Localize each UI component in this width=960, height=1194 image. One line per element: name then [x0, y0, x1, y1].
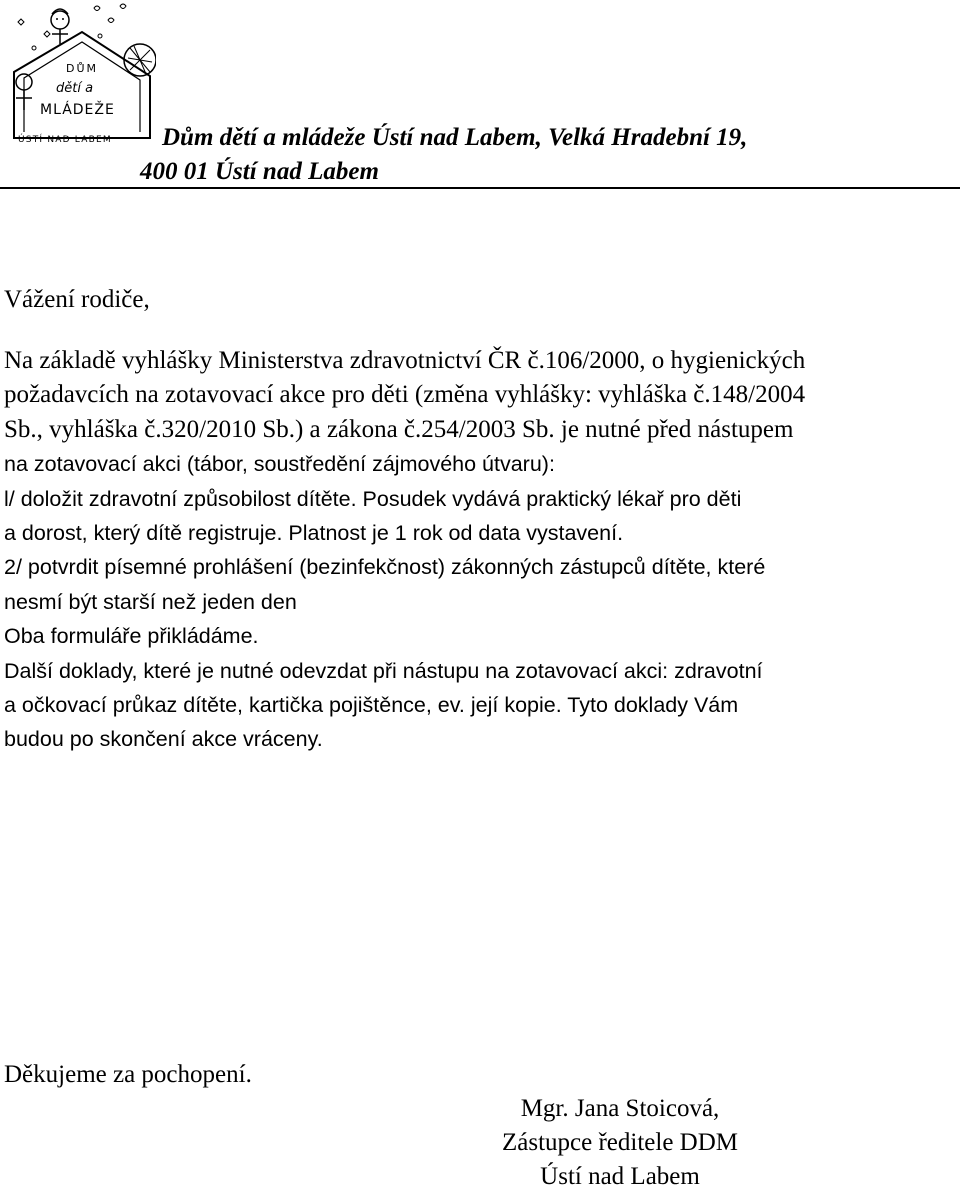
- header-title: [140, 121, 747, 189]
- signature-block: [460, 1092, 780, 1194]
- body-line: l/ doložit zdravotní způsobilost dítěte. Posudek vydává praktický lékař pro děti: [4, 486, 742, 511]
- body-line: požadavcích na zotavovací akce pro děti (změna vyhlášky: vyhláška č.148/2004: [4, 381, 806, 409]
- header-divider: [0, 187, 960, 189]
- body-line: a očkovací průkaz dítěte, kartička pojištěnce, ev. její kopie. Tyto doklady Vám: [4, 693, 739, 718]
- body-line: na zotavovací akci (tábor, soustředění zájmového útvaru):: [4, 452, 555, 477]
- salutation: Vážení rodiče,: [4, 286, 150, 313]
- ddm-logo: [4, 0, 156, 150]
- body-line: Na základě vyhlášky Ministerstva zdravotnictví ČR č.106/2000, o hygienických: [4, 347, 806, 374]
- body-line: nesmí být starší než jeden den: [4, 589, 297, 614]
- logo-text-line4: ÚSTÍ NAD LABEM: [18, 135, 112, 145]
- logo-text-line2: dětí a: [56, 81, 94, 96]
- body-line: 2/ potvrdit písemné prohlášení (bezinfekčnost) zákonných zástupců dítěte, které: [4, 555, 766, 580]
- signature-name: Mgr. Jana Stoicová,: [520, 1095, 720, 1122]
- header-title-line1: Dům dětí a mládeže Ústí nad Labem, Velká Hradební 19,: [162, 124, 748, 151]
- logo-text-line3: MLÁDEŽE: [40, 102, 115, 118]
- closing-line: Děkujeme za pochopení.: [4, 1061, 252, 1088]
- letter-body: [4, 344, 960, 757]
- body-line: Oba formuláře přikládáme.: [4, 624, 259, 649]
- body-line: budou po skončení akce vráceny.: [4, 727, 323, 752]
- body-line: a dorost, který dítě registruje. Platnost je 1 rok od data vystavení.: [4, 521, 624, 546]
- logo-text-line1: DŮM: [66, 62, 99, 75]
- signature-place: Ústí nad Labem: [540, 1163, 700, 1190]
- header-title-line2: 400 01 Ústí nad Labem: [140, 158, 379, 185]
- signature-role: Zástupce ředitele DDM: [501, 1129, 739, 1156]
- body-line: Sb., vyhláška č.320/2010 Sb.) a zákona č.254/2003 Sb. je nutné před nástupem: [4, 415, 794, 443]
- body-line: Další doklady, které je nutné odevzdat při nástupu na zotavovací akci: zdravotní: [4, 658, 763, 683]
